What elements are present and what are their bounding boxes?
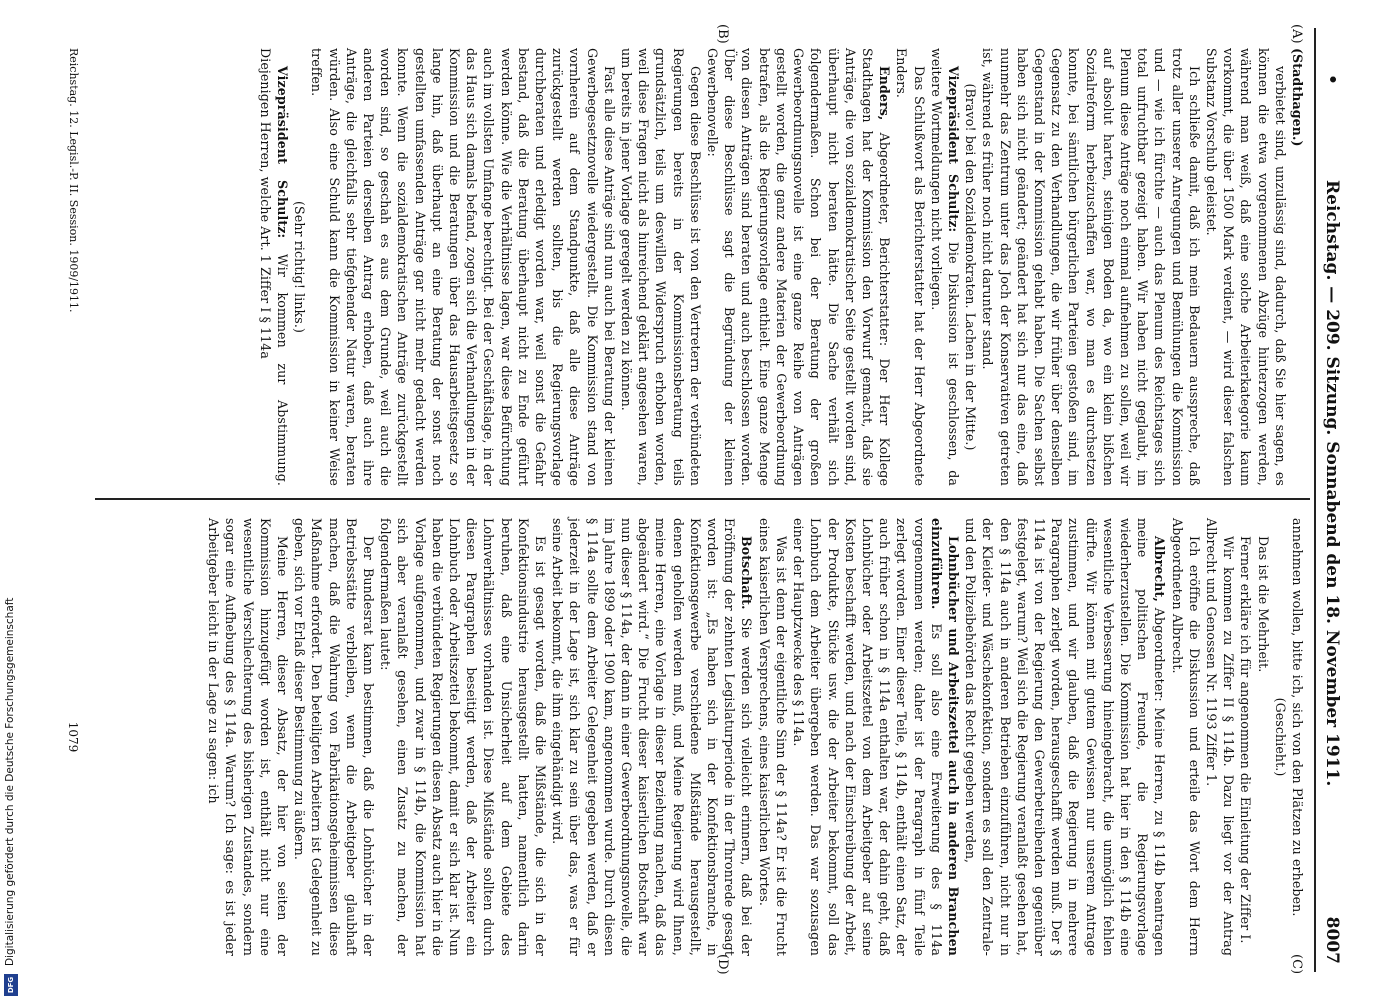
paragraph [308, 48, 618, 486]
paragraph [893, 48, 927, 486]
dfg-logo [4, 974, 18, 996]
right-column [205, 518, 1306, 956]
paragraph-text: annehmen wollen, bitte ich, sich von den Plätzen zu erheben. [1290, 518, 1305, 917]
paragraph-text: Es ist gesagt worden, daß die Mißstände, die sich in der Konfektionsindustrie herausgestellt hatten, namentlich darin beruhen, daß eine Unsicherheit auf dem Gebiete des Lohnverhältnisses vorhanden ist. Diese Mißstände sollten durch diesen Paragraphen beseitigt werden, daß der Arbeiter ein Lohnbuch oder Arbeitszettel bekommt, damit er sich klar ist. Nun haben die verbündeten Regierungen diesen Absatz auch hier in die Vorlage aufgenommen, und zwar in § 114b, die Kommission hat sich aber veranlaßt gesehen, einen Zusatz zu machen, der folgendermaßen lautet: [378, 518, 549, 956]
paragraph [790, 518, 962, 956]
paragraph [1272, 518, 1289, 956]
speaker-name: Albrecht, [1152, 536, 1168, 602]
paragraph-text: Abgeordneter: Meine Herren, zu § 114b beantragen meine politischen Freunde, die Regierungsvorlage wiederherzustellen. Die Kommission hat hier in den § 114b eine wesentliche Verbesserung hineingebracht, die unmöglich fehlen dürfte. Wir können mit gutem Gewissen nur unserem Antrage zustimmen, und wir glauben, daß die Regierung in mehrere Paragraphen zerlegt worden, herausgeschafft werden muß. Der § 114a ist von der Regierung den Gewerbetreibenden gegenüber festgelegt, warum? Weil sich die Regierung veranlaßt gesehen hat, den § 114a auch in anderen Betrieben einzuführen, nicht nur in der Kleider- und Wäschekonfektion, sondern es soll den Zentrale- und den Polizeibehörden das Recht gegeben werden, [963, 518, 1168, 957]
running-head [1316, 30, 1342, 970]
page-title: Reichstag. — 209. Sitzung. Sonnabend den 18. November 1911. [1322, 180, 1342, 787]
paragraph-text: Das ist die Mehrheit. [1255, 536, 1271, 673]
paragraph [1254, 518, 1271, 956]
paragraph-text: (Bravo! bei den Sozialdemokraten. Lachen in der Mitte.) [963, 83, 979, 451]
paragraph [1289, 48, 1306, 486]
left-column [257, 48, 1306, 486]
paragraph-text: Sie werden sich vielleicht erinnern, daß bei der Eröffnung der zehnten Legislaturperiode in der Thronrede gesagt worden ist: „Es haben sich in der Konfektionsbranche, in Konfektionsgewerbe verschiedene Mißstände herausgestellt, denen geholfen werden muß, und Meine Regierung wird Ihnen, meine Herren, eine Vorlage in dieser Beziehung machen, daß das abgeändert wird.“ Die Frucht dieser kaiserlichen Botschaft war nun dieser § 114a, der dann in einer Gewerbeordnungsnovelle, die im Jahre 1899 oder 1900 kam, angenommen wurde. Durch diesen § 114a sollte dem Arbeiter Gelegenheit gegeben werden, daß er jederzeit in der Lage ist, sich klar zu sein über das, was er für seine Arbeit bekommt, die ihm eingehändigt wird. [550, 518, 755, 956]
paragraph-text: Es soll also eine Erweiterung des § 114a vorgenommen werden; daher ist der Paragraph in fünf Teile zerlegt worden. Einer dieser Teile, § 114b, enthält einen Satz, der auch früher schon in § 114a enthalten war, der dahin geht, daß Lohnbücher oder Arbeitszettel von dem Arbeitgeber auf seine Kosten beschafft werden, und nach der Einschreibung der Arbeit, der Produkte, Stücke usw. die der Arbeiter bekommt, soll das Lohnbuch dem Arbeiter übergeben werden. Das war sozusagen einer der Hauptzwecke des § 114a. [791, 518, 944, 956]
paragraph-text: Das Schlußwort als Berichterstatter hat der Herr Abgeordnete Enders. [894, 48, 927, 486]
margin-marker-a: (A) [1289, 24, 1304, 44]
emphasis: Lohnbücher und Arbeitszettel auch in anderen Branchen einzuführen. [928, 518, 961, 956]
paragraph [291, 48, 308, 486]
paragraph-text: Ich schließe damit, daß ich mein Bedauern ausspreche, daß trotz aller unserer Anregungen und Bemühungen die Kommission und — wie ich fürchte — auch das Plenum des Reichstages sich total unfruchtbar gezeigt haben. Wir haben nicht geglaubt, im Plenum diese Anträge noch einmal aufnehmen zu sollen, weil wir auf absolut harten, steinigen Boden da, wo ein klein bißchen Sozialreform herbeizuschaffen war, wo man es durchsetzen konnte, bei sämtlichen bürgerlichen Parteien gestoßen sind, im Gegensatz zu den Verhandlungen, die wir früher über denselben Gegenstand in der Kommission gehabt haben. Die Sachen selbst haben sich nicht geändert; geändert hat sich nur das eine, daß nunmehr das Zentrum unter das Joch der Konservativen getreten ist, während es früher noch nicht darunter stand. [980, 48, 1202, 486]
paragraph-text: Wir kommen zu Ziffer II § 114b. Dazu liegt vor der Antrag Albrecht und Genossen Nr. 1193 Ziffer 1. [1203, 518, 1237, 956]
paragraph [1168, 518, 1202, 956]
paragraph [618, 48, 704, 486]
paragraph [704, 48, 893, 486]
funder-notice: Digitalisierung gefördert durch die Deutsche Forschungsgemeinschaft DFG [4, 6, 18, 996]
paragraph [1237, 518, 1254, 956]
paragraph [257, 48, 291, 486]
paragraph-text: Ferner erkläre ich für angenommen die Einleitung der Ziffer I. [1238, 536, 1254, 944]
footer-page-number: 1079 [66, 721, 80, 753]
paragraph [549, 518, 755, 956]
scanned-page-viewport [40, 20, 1350, 980]
paragraph [962, 518, 1168, 956]
paragraph-text: Gegen diese Beschlüsse ist von den Vertretern der verbündeten Regierungen bereits in der Kommissionsberatung teils grundsätzlich, teils um deswillen Widerspruch erhoben worden, weil diese Fragen nicht als hinreichend geklärt angesehen waren, um bereits in jener Vorlage geregelt werden zu können. [619, 48, 703, 486]
paragraph-text: Abgeordneter, Berichterstatter: Der Herr Kollege Stadthagen hat der Kommission den Vorwurf gemacht, daß sie Anträge, die von sozialdemokratischer Seite gestellt worden sind, überhaupt nicht beraten hätte. Die Sache verhält sich folgendermaßen. Schon bei der Beratung der großen Gewerbeordnungsnovelle ist eine ganze Reihe von Anträgen gestellt worden, die ganz andere Materien der Gewerbeordnung betrafen, als die Regierungsvorlage enthielt. Eine ganze Menge von diesen Anträgen sind beraten und auch beschlossen worden. Über diese Beschlüsse sagt die Begründung der kleinen Gewerbenovelle: [705, 48, 893, 486]
paragraph-text: Meine Herren, dieser Absatz, der hier von seiten der Kommission hinzugefügt worden ist, enthält nicht nur eine wesentliche Verschlechterung des bisherigen Zustandes, sondern sogar eine Aufhebung des § 114a. Warum? Ich sage: es ist jeder Arbeitgeber leicht in der Lage zu sagen: ich [206, 518, 291, 956]
paragraph [962, 48, 979, 486]
paragraph-text: Die Diskussion ist geschlossen, da weitere Wortmeldungen nicht vorliegen. [928, 48, 961, 486]
speaker-name: Vizepräsident Schultz: [275, 66, 291, 239]
paragraph [928, 48, 962, 486]
paragraph-text: (Geschieht.) [1272, 697, 1288, 777]
column-divider [95, 498, 1310, 500]
paragraph [291, 518, 377, 956]
paragraph-text: Was ist denn der eigentliche Sinn der § 114a? Er ist die Frucht eines kaiserlichen Versprechens, eines kaiserlichen Wortes. [756, 518, 789, 956]
paragraph-text: Fast alle diese Anträge sind nun auch bei Beratung der kleinen Gewerbegesetznovelle wiedergestellt. Die Kommission stand von vornherein auf dem Standpunkte, daß alle diese Anträge zurückgestellt werden sollten, bis die Regierungsvorlage durchberaten und erledigt worden war, weil sonst die Gefahr bestand, daß die Beratung überhaupt nicht zu Ende geführt werden könne. Wie die Verhältnisse lagen, war diese Befürchtung auch im vollsten Umfange berechtigt. Bei der Geschäftslage, in der das Haus sich damals befand, zogen sich die Verhandlungen in der Kommission und die Beratungen über das Hausarbeitsgesetz so lange hin, daß überhaupt an eine Beratung der sonst noch gestellten umfassenden Anträge gar nicht mehr gedacht werden konnte. Wenn die sozialdemokratischen Anträge zurückgestellt worden sind, so geschah es aus dem Grunde, weil auch die anderen Parteien derselben Antrag erhoben, daß auch ihre Anträge, die gleichfalls sehr tiefgehender Natur waren, beraten würden. Also eine Schuld kann die Kommission in keiner Weise treffen. [309, 48, 617, 486]
emphasis: Botschaft. [739, 536, 755, 610]
paragraph [1203, 48, 1289, 486]
paragraph [1203, 518, 1237, 956]
footer-signature: Reichstag. 12. Legisl.-P. II. Session. 1909/1911. [67, 48, 80, 313]
header-dot: • [1322, 74, 1342, 85]
paragraph-text: Der Bundesrat kann bestimmen, daß die Lohnbücher in der Betriebsstätte verbleiben, wenn die Arbeitgeber glaubhaft machen, daß die Wahrung von Fabrikationsgeheimnissen diese Maßnahme erfordert. Den beteiligten Arbeitern ist Gelegenheit zu geben, sich vor Erlaß dieser Bestimmung zu äußern. [292, 518, 377, 956]
margin-marker-c: (C) [1289, 954, 1304, 975]
paragraph [205, 518, 291, 956]
scanned-page [40, 20, 1350, 980]
paragraph [756, 518, 790, 956]
paragraph-text: verbietet sind, unzulässig sind, dadurch, daß Sie hier sagen, es können die etwa vorgenommenen Abzüge hinterzogen werden, während man weiß, daß eine solche Arbeiterkategorie kaum vorkommt, die über 1500 Mark verdient, — wird dieser falschen Substanz Vorschub geleistet. [1203, 48, 1288, 486]
header-rule [1314, 28, 1316, 972]
speaker-name: Enders, [877, 66, 893, 121]
paragraph-text: Ich eröffne die Diskussion und erteile das Wort dem Herrn Abgeordneten Albrecht. [1169, 518, 1202, 956]
paragraph [979, 48, 1203, 486]
paragraph-text: (Sehr richtig! links.) [292, 201, 308, 333]
dfg-logo-text: DFG [7, 976, 15, 994]
margin-marker-d: (D) [715, 954, 730, 975]
speaker-name: (Stadthagen.) [1290, 48, 1305, 147]
page-number: 8007 [1322, 916, 1342, 964]
paragraph-text: Wir kommen zur Abstimmung. Diejenigen Herren, welche Art. 1 Ziffer I § 114a [257, 48, 291, 487]
paragraph [377, 518, 549, 956]
margin-marker-b: (B) [715, 24, 730, 44]
paragraph [1289, 518, 1306, 956]
speaker-name: Vizepräsident Schultz: [945, 66, 961, 233]
